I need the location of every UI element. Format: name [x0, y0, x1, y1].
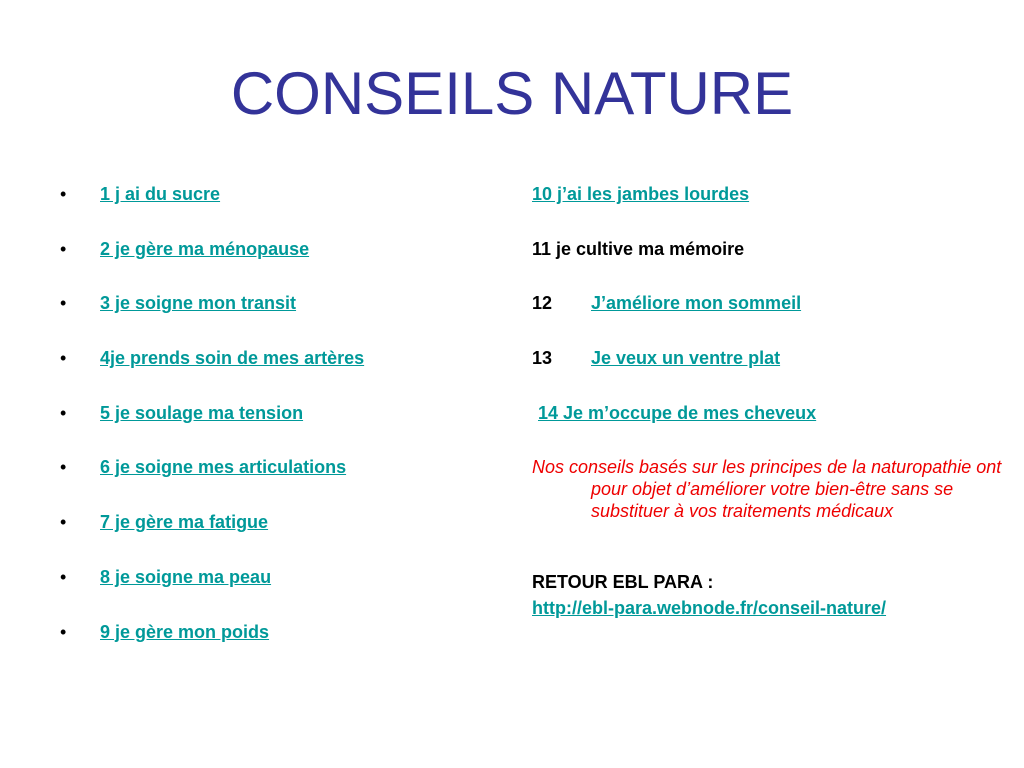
disclaimer-note: Nos conseils basés sur les principes de la naturopathie ont pour objet d’améliorer votre bien-être sans se substituer à vos traitements médicaux — [532, 457, 1002, 521]
link-cheveux[interactable]: 14 Je m’occupe de mes cheveux — [538, 402, 817, 423]
bullet-icon: • — [60, 457, 67, 478]
list-item — [532, 231, 972, 286]
bullet-icon: • — [60, 293, 67, 314]
bullet-icon: • — [60, 566, 67, 587]
slide-title: CONSEILS NATURE — [230, 60, 794, 127]
link-transit[interactable]: 3 je soigne mon transit — [100, 293, 297, 314]
list-item — [60, 559, 480, 614]
link-ventre[interactable]: Je veux un ventre plat — [591, 348, 781, 369]
advice-list-left — [60, 176, 480, 668]
item-number: 13 — [532, 348, 553, 369]
list-item — [60, 340, 480, 395]
link-jambes[interactable]: 10 j’ai les jambes lourdes — [532, 184, 750, 204]
advice-list-right — [532, 176, 972, 449]
link-arteres[interactable]: 4je prends soin de mes artères — [100, 348, 365, 369]
list-item — [60, 449, 480, 504]
retour-label: RETOUR EBL PARA : — [532, 572, 714, 592]
list-item — [532, 176, 972, 231]
bullet-icon: • — [60, 512, 67, 533]
item-number: 12 — [532, 293, 553, 314]
link-peau[interactable]: 8 je soigne ma peau — [100, 566, 272, 587]
item-memoire-text: 11 je cultive ma mémoire — [532, 238, 745, 259]
list-item — [532, 340, 972, 395]
list-item — [532, 395, 972, 450]
bullet-icon: • — [60, 238, 67, 259]
bullet-icon: • — [60, 348, 67, 369]
bullet-icon: • — [60, 402, 67, 423]
list-item — [60, 231, 480, 286]
bullet-icon: • — [60, 184, 67, 204]
link-tension[interactable]: 5 je soulage ma tension — [100, 402, 304, 423]
bullet-icon: • — [60, 621, 67, 642]
link-articulations[interactable]: 6 je soigne mes articulations — [100, 457, 347, 478]
list-item — [532, 285, 972, 340]
link-fatigue[interactable]: 7 je gère ma fatigue — [100, 512, 269, 533]
link-poids[interactable]: 9 je gère mon poids — [100, 621, 270, 642]
list-item — [60, 395, 480, 450]
list-item — [60, 504, 480, 559]
retour-url-link[interactable]: http://ebl-para.webnode.fr/conseil-nature/ — [532, 598, 887, 618]
list-item — [60, 285, 480, 340]
link-sucre[interactable]: 1 j ai du sucre — [100, 184, 221, 204]
link-menopause[interactable]: 2 je gère ma ménopause — [100, 238, 310, 259]
list-item — [60, 614, 480, 669]
list-item — [60, 176, 480, 231]
retour-url-block — [532, 597, 971, 619]
link-sommeil[interactable]: J’améliore mon sommeil — [591, 293, 802, 314]
